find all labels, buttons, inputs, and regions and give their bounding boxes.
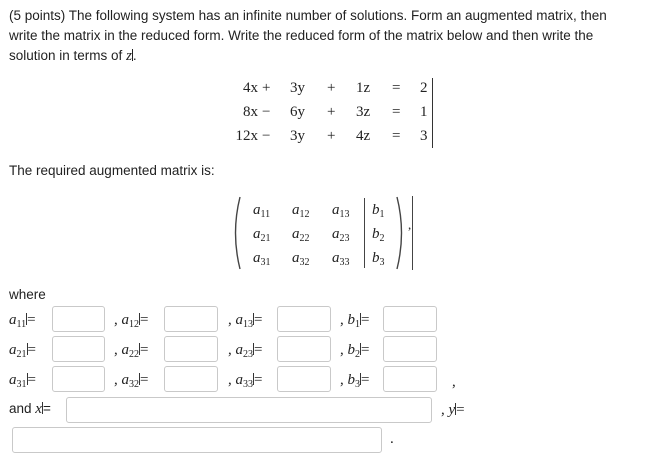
- input-a22[interactable]: [164, 336, 218, 362]
- system-r3-rhs: 3: [420, 128, 428, 144]
- matrix-cell-a32: $a_{32}$: [292, 250, 310, 268]
- where-label: where: [9, 287, 46, 302]
- label-a33: , $a_{33}=$: [228, 372, 263, 390]
- input-a21[interactable]: [52, 336, 105, 362]
- system-r3-eq: =: [392, 128, 401, 144]
- system-r3-op1: −: [262, 128, 271, 144]
- matrix-right-paren: [394, 195, 408, 271]
- label-x: and x=: [9, 401, 51, 417]
- problem-text: (5 points) The following system has an infinite number of solutions. Form an augmented matrix, then write the matrix in the reduced form. Write the reduced form of the matrix below and then write the solution in terms of z.: [9, 8, 607, 64]
- problem-intro: (5 points) The following system has an infinite number of solutions. Form an augmented matrix, then write the matrix in the reduced form. Write the reduced form of the matrix below and then write the solution in terms of: [9, 8, 607, 63]
- matrix-cell-b3: $b_3$: [372, 250, 385, 268]
- input-a23[interactable]: [277, 336, 331, 362]
- input-a13[interactable]: [277, 306, 331, 332]
- label-a22: , $a_{22}=$: [114, 342, 149, 360]
- input-b2[interactable]: [383, 336, 437, 362]
- matrix-outer-rule: [412, 196, 413, 270]
- matrix-cell-a12: $a_{12}$: [292, 202, 310, 220]
- input-a11[interactable]: [52, 306, 105, 332]
- input-a12[interactable]: [164, 306, 218, 332]
- matrix-cell-b1: $b_1$: [372, 202, 385, 220]
- system-r1-op2: +: [327, 80, 336, 96]
- system-r3-t2: 3y: [290, 128, 305, 144]
- intro-variable: z: [126, 48, 132, 64]
- matrix-trailing-comma: ,: [408, 217, 412, 232]
- system-r2-op2: +: [327, 104, 336, 120]
- matrix-cell-a11: $a_{11}$: [253, 202, 271, 220]
- input-a33[interactable]: [277, 366, 331, 392]
- matrix-cell-a21: $a_{21}$: [253, 226, 271, 244]
- system-r2-op1: −: [262, 104, 271, 120]
- system-r2-t3: 3z: [356, 104, 371, 120]
- label-a21: $a_{21}=$: [9, 342, 36, 360]
- label-a12: , $a_{12}=$: [114, 312, 149, 330]
- matrix-cell-a31: $a_{31}$: [253, 250, 271, 268]
- matrix-cell-a23: $a_{23}$: [332, 226, 350, 244]
- input-a31[interactable]: [52, 366, 105, 392]
- input-b1[interactable]: [383, 306, 437, 332]
- system-right-rule: [432, 78, 433, 148]
- system-r1-t2: 3y: [290, 80, 305, 96]
- system-r1-t1: 4x: [243, 80, 258, 96]
- label-b3: , $b_3=$: [340, 372, 370, 390]
- system-r2-rhs: 1: [420, 104, 428, 120]
- system-r1-rhs: 2: [420, 80, 428, 96]
- row-end-comma: ,: [452, 374, 456, 390]
- label-a23: , $a_{23}=$: [228, 342, 263, 360]
- system-r2-t2: 6y: [290, 104, 305, 120]
- matrix-augment-bar: [364, 198, 365, 268]
- matrix-cell-a22: $a_{22}$: [292, 226, 310, 244]
- system-r2-t1: 8x: [243, 104, 258, 120]
- input-y-solution[interactable]: [12, 427, 382, 453]
- system-r3-t1: 12x: [235, 128, 258, 144]
- input-a32[interactable]: [164, 366, 218, 392]
- system-r3-t3: 4z: [356, 128, 371, 144]
- system-r2-eq: =: [392, 104, 401, 120]
- input-b3[interactable]: [383, 366, 437, 392]
- label-y: , y=: [441, 402, 465, 418]
- matrix-cell-a33: $a_{33}$: [332, 250, 350, 268]
- input-x-solution[interactable]: [66, 397, 432, 423]
- label-b1: , $b_1=$: [340, 312, 370, 330]
- label-b2: , $b_2=$: [340, 342, 370, 360]
- matrix-left-paren: [229, 195, 243, 271]
- label-a31: $a_{31}=$: [9, 372, 36, 390]
- matrix-label: The required augmented matrix is:: [9, 163, 215, 178]
- matrix-cell-a13: $a_{13}$: [332, 202, 350, 220]
- end-period: .: [390, 431, 394, 447]
- system-r3-op2: +: [327, 128, 336, 144]
- label-a11: $a_{11}=$: [9, 312, 36, 330]
- label-a32: , $a_{32}=$: [114, 372, 149, 390]
- system-r1-t3: 1z: [356, 80, 371, 96]
- system-r1-op1: +: [262, 80, 271, 96]
- system-r1-eq: =: [392, 80, 401, 96]
- label-a13: , $a_{13}=$: [228, 312, 263, 330]
- matrix-cell-b2: $b_2$: [372, 226, 385, 244]
